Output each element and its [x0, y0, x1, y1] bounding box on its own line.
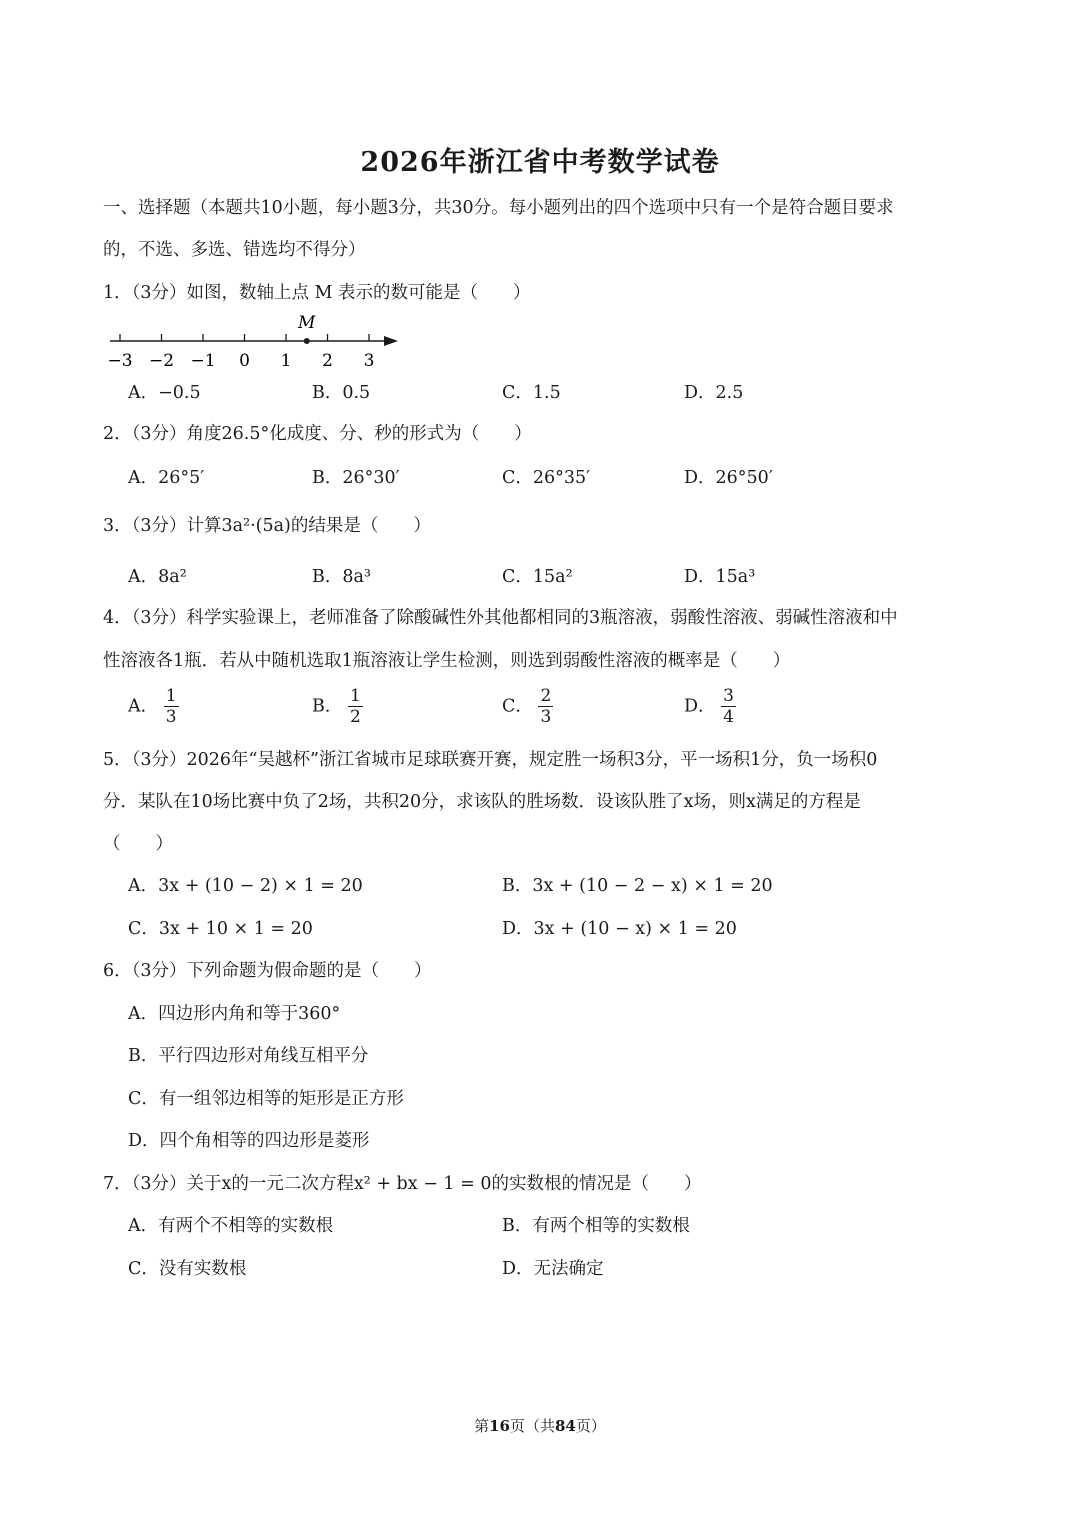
q3-option-b: B．8a³	[312, 567, 371, 587]
q3-option-a: A．8a²	[128, 567, 187, 587]
fraction: $\frac{3}{4}$	[723, 686, 734, 727]
number-line-tick-label: −3	[107, 351, 133, 371]
number-line-point-m	[304, 338, 310, 344]
fraction: $\frac{1}{3}$	[165, 686, 177, 727]
section-heading-line1: 一、选择题（本题共10小题，每小题3分，共30分。每小题列出的四个选项中只有一个是符合题目要求	[103, 198, 894, 218]
q3-stem: 3．（3分）计算3a²·(5a)的结果是（ ）	[103, 516, 431, 536]
q6-option-c: C．有一组邻边相等的矩形是正方形	[128, 1089, 404, 1109]
q5-option-a: A．3x + (10 − 2) × 1 = 20	[128, 876, 363, 896]
number-line-tick-label: −1	[190, 351, 216, 371]
q5-option-d: D．3x + (10 − x) × 1 = 20	[502, 919, 737, 939]
q6-option-b: B．平行四边形对角线互相平分	[128, 1046, 369, 1066]
q7-stem: 7．（3分）关于x的一元二次方程x² + bx − 1 = 0的实数根的情况是（ ）	[103, 1174, 702, 1194]
q1-option-b: B．0.5	[312, 383, 371, 403]
number-line-tick-label: −2	[148, 351, 175, 371]
q7-option-d: D．无法确定	[502, 1259, 604, 1279]
q4-stem-line1: 4．（3分）科学实验课上，老师准备了除酸碱性外其他都相同的3瓶溶液，弱酸性溶液、弱碱性溶液和中	[103, 608, 898, 628]
q5-stem-line1: 5．（3分）2026年“吴越杯”浙江省城市足球联赛开赛，规定胜一场积3分，平一场积1分，负一场积0	[103, 750, 878, 770]
page-title: 2026年浙江省中考数学试卷	[360, 147, 720, 178]
q7-option-b: B．有两个相等的实数根	[502, 1216, 690, 1236]
page-footer: 第16页（共84页）	[474, 1417, 606, 1435]
number-line-tick-label: 1	[280, 351, 292, 371]
q6-option-d: D．四个角相等的四边形是菱形	[128, 1131, 370, 1151]
q6-option-a: A．四边形内角和等于360°	[128, 1004, 341, 1024]
q2-option-a: A．26°5′	[128, 468, 205, 488]
q5-stem-line2: 分．某队在10场比赛中负了2场，共积20分，求该队的胜场数．设该队胜了x场，则x满足的方程是	[103, 792, 861, 812]
section-heading-line2: 的，不选、多选、错选均不得分）	[103, 240, 366, 260]
q4-option-c: C． $\frac{2}{3}$	[502, 686, 552, 727]
q5-stem-line3: （ ）	[103, 834, 173, 854]
q1-option-d: D．2.5	[684, 383, 744, 403]
number-line-tick-label: 0	[239, 351, 250, 371]
q1-stem: 1．（3分）如图，数轴上点 M 表示的数可能是（ ）	[103, 283, 531, 303]
q5-option-b: B．3x + (10 − 2 − x) × 1 = 20	[502, 876, 773, 896]
number-line-point-label: M	[298, 313, 316, 333]
number-line	[100, 306, 410, 376]
q6-stem: 6．（3分）下列命题为假命题的是（ ）	[103, 961, 432, 981]
q2-option-c: C．26°35′	[502, 468, 591, 488]
q4-stem-line2: 性溶液各1瓶．若从中随机选取1瓶溶液让学生检测，则选到弱酸性溶液的概率是（ ）	[103, 651, 791, 671]
q1-option-a: A．−0.5	[128, 383, 201, 403]
number-line-tick-label: 3	[363, 351, 375, 371]
fraction: $\frac{1}{2}$	[349, 686, 361, 727]
q4-option-d: D． $\frac{3}{4}$	[684, 686, 734, 727]
q4-option-b: B． $\frac{1}{2}$	[312, 686, 361, 727]
q2-stem: 2．（3分）角度26.5°化成度、分、秒的形式为（ ）	[103, 424, 532, 444]
q5-option-c: C．3x + 10 × 1 = 20	[128, 919, 313, 939]
q7-option-c: C．没有实数根	[128, 1259, 247, 1279]
q2-option-d: D．26°50′	[684, 468, 773, 488]
q4-option-a: A． $\frac{1}{3}$	[128, 686, 177, 727]
q3-option-c: C．15a²	[502, 567, 573, 587]
q2-option-b: B．26°30′	[312, 468, 400, 488]
q1-option-c: C．1.5	[502, 383, 561, 403]
q7-option-a: A．有两个不相等的实数根	[128, 1216, 334, 1236]
number-line-tick-label: 2	[322, 351, 333, 371]
fraction: $\frac{2}{3}$	[540, 686, 552, 727]
q3-option-d: D．15a³	[684, 567, 756, 587]
